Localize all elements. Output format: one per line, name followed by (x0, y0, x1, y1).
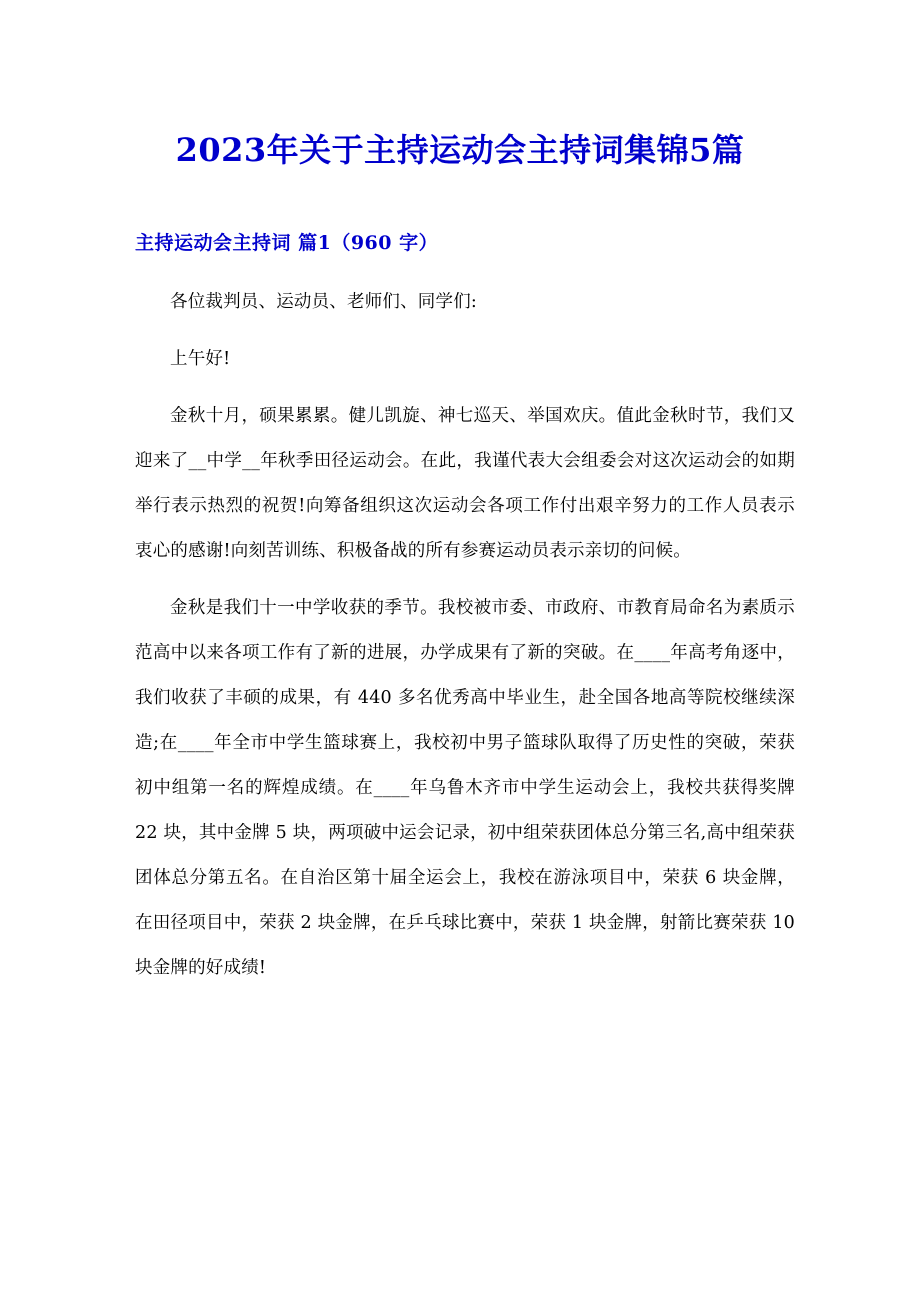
section-heading: 主持运动会主持词 篇1（960 字） (135, 232, 439, 254)
paragraph: 金秋是我们十一中学收获的季节。我校被市委、市政府、市教育局命名为素质示范高中以来各项工作有了新的进展，办学成果有了新的突破。在____年高考角逐中，我们收获了丰硕的成果，有 440 多名优秀高中毕业生，赴全国各地高等院校继续深造;在____年全市中学生篮球赛上，我校初中男子篮球队取得了历史性的突破，荣获初中组第一名的辉煌成绩。在____年乌鲁木齐市中学生运动会上，我校共获得奖牌 22 块，其中金牌 5 块，两项破中运会记录，初中组荣获团体总分第三名,高中组荣获团体总分第五名。在自治区第十届全运会上，我校在游泳项目中，荣获 6 块金牌，在田径项目中，荣获 2 块金牌，在乒乓球比赛中，荣获 1 块金牌，射箭比赛荣获 10 块金牌的好成绩! (135, 598, 795, 978)
paragraph: 各位裁判员、运动员、老师们、同学们: (170, 292, 477, 312)
document-body (135, 228, 795, 1003)
paragraph: 金秋十月，硕果累累。健儿凯旋、神七巡天、举国欢庆。值此金秋时节，我们又迎来了__中学__年秋季田径运动会。在此，我谨代表大会组委会对这次运动会的如期举行表示热烈的祝贺!向筹备组织这次运动会各项工作付出艰辛努力的工作人员表示衷心的感谢!向刻苦训练、积极备战的所有参赛运动员表示亲切的问候。 (135, 406, 795, 561)
page-title: 2023年关于主持运动会主持词集锦5篇 (175, 131, 745, 169)
paragraph: 上午好! (170, 349, 231, 369)
